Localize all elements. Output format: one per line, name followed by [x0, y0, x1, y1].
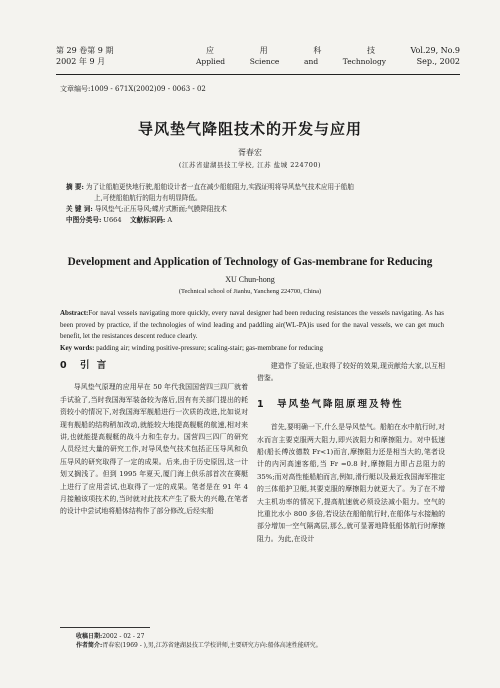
paragraph: 导风垫气原理的应用早在 50 年代我国国营四三四厂就着手试验了,当时我国海军装备较为落后,因有有关部门提出的耗资较小的情况下,对我国海军舰船进行一次质的改进,比如说对现有舰船的结构稍加改动,就能较大地提高舰艇的航速,相对来讲,也就能提高舰艇的战斗力和生存力。国营四三四厂的研究人员经过大量的研究工作,对导风垫气技术包括正压导风和负压导风的研究取得了一定的成果。后来,由于历史原因,这一计划又搁浅了。但到 1995 年夏天,厦门海上供乐部首次在赛艇上进行了应用尝试,也取得了一定的成果。笔者是在 91 年 4 月接触该项技术的,当时就对此技术产生了极大的兴趣,在笔者的设计中尝试地将船体结构作了部分修改,后经实船	[60, 383, 248, 516]
keywords-zh	[66, 204, 440, 215]
journal-char: 科	[313, 46, 323, 55]
abstract-zh	[66, 182, 440, 193]
section-number: 0	[60, 360, 69, 371]
received-value: 2002 - 02 - 27	[102, 633, 145, 640]
header-rule	[56, 74, 460, 75]
author-en: XU Chun-hong	[225, 275, 275, 284]
journal-name-en	[196, 56, 386, 67]
journal-word: Technology	[342, 57, 386, 66]
class-code: U664	[103, 216, 122, 224]
keywords-en-text: padding air; winding positive-pressure; scaling-stair; gas-membrane for reducing	[96, 343, 324, 352]
author-bio-label: 作者简介:	[76, 642, 103, 649]
journal-name	[196, 45, 386, 67]
journal-char: 应	[206, 46, 215, 55]
abstract-zh-text: 为了让船舶更快地行驶,船舶设计者一直在减少船舶阻力,实践证明将导风垫气技术应用于船舶	[85, 183, 354, 191]
doc-code: A	[167, 216, 173, 224]
paragraph: 建造作了验证,也取得了较好的效果,现贡献给大家,以互相借鉴。	[257, 362, 445, 383]
abstract-en	[60, 308, 444, 343]
column-left	[60, 360, 248, 518]
abstract-zh-block	[66, 182, 440, 226]
keywords-zh-text: 导风垫气;正压导风;蝶片式断面;气膜降阻技术	[94, 205, 227, 213]
column-right	[257, 360, 445, 545]
title-en: Development and Application of Technology of Gas-membrane for Reducing	[67, 256, 433, 268]
paragraph: 首先,要明确一下,什么是导风垫气。船舶在水中航行时,对水而言主要克服两大阻力,即兴波阻力和摩擦阻力。对中低速船(船长傅汝德数 Fr<1)而言,摩擦阻力还是相当大的,笔者设计的内河高速客船,当 Fr =0.8 时,摩擦阻力即占总阻力的 35%;而对高性能船舶而言,例如,滑行艇以及最近我国海军推定的三体船护卫艇,其要克服的摩擦阻力就更大了。为了在不增大主机功率的情况下,提高航速就必须设法减小阻力。空气的比重比水小 800 多倍,若设法在船舶航行时,在船体与水接触的部分增加一空气隔离层,那么,就可显著地降低船体航行时摩擦阻力。为此,在设计	[257, 423, 445, 543]
keywords-zh-label: 关 键 词:	[66, 205, 93, 213]
section-number: 1	[257, 398, 266, 410]
footnote-rule	[60, 627, 150, 628]
section-heading	[60, 360, 248, 372]
abstract-en-label: Abstract:	[60, 309, 89, 317]
header-volume-en: Vol.29, No.9	[410, 46, 460, 55]
journal-word: Applied	[196, 57, 226, 66]
received-label: 收稿日期:	[76, 633, 103, 640]
section-title: 导风垫气降阻原理及特性	[277, 398, 404, 410]
journal-name-zh	[196, 45, 386, 56]
header-date: 2002 年 9 月	[56, 57, 106, 66]
affiliation-zh: (江苏省建湖县技工学校, 江苏 盐城 224700)	[178, 161, 322, 169]
abstract-en-text: For naval vessels navigating more quickly, every naval designer had been reducing resistances the vessels navigating. As has been proved by practice, if the technologies of wind leading and paddling air(WL-PA)is used for the naval vessels, we can get much benefit, let the resistances descent reduce clearly.	[60, 309, 444, 340]
doc-code-label: 文献标识码:	[129, 216, 166, 224]
author-bio	[76, 641, 440, 650]
abstract-zh-label: 摘 要:	[66, 183, 84, 191]
section-heading	[257, 399, 445, 411]
keywords-en	[60, 343, 444, 355]
received-date	[76, 632, 440, 641]
keywords-en-label: Key words:	[60, 343, 95, 352]
affiliation-en: (Technical school of Jianhu, Yancheng 224700, China)	[178, 288, 322, 295]
running-header	[56, 45, 460, 77]
abstract-en-block	[60, 308, 444, 354]
abstract-zh-text-cont: 上,可使船舶航行的阻力有明显降低。	[94, 194, 202, 202]
journal-word: Science	[249, 57, 280, 66]
journal-char: 用	[259, 46, 269, 55]
title-zh: 导风垫气降阻技术的开发与应用	[137, 120, 362, 138]
author-bio-text: 胥春宏(1969 - ),男,江苏省建湖县技工学校讲师,主要研究方向:船体高速性能研究。	[102, 642, 322, 649]
article-number: 文章编号:1009 - 671X(2002)09 - 0063 - 02	[60, 85, 206, 93]
journal-word: and	[304, 57, 319, 66]
section-title: 引 言	[80, 360, 109, 371]
header-volume: 第 29 卷第 9 期	[56, 46, 114, 55]
classification-zh	[66, 215, 440, 226]
author-zh: 胥春宏	[238, 148, 262, 157]
header-issue-en	[410, 45, 460, 67]
header-issue	[56, 45, 113, 67]
class-label: 中图分类号:	[66, 216, 102, 224]
journal-char: 技	[366, 46, 376, 55]
footnote	[76, 632, 440, 650]
header-date-en: Sep., 2002	[416, 57, 460, 66]
